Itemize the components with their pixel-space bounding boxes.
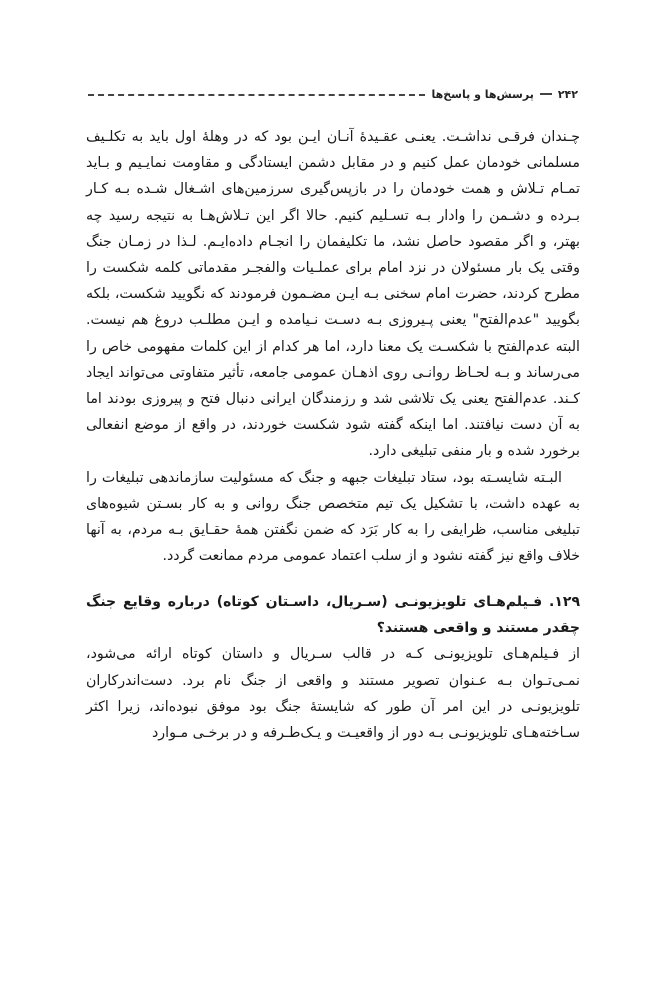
running-title: پرسش‌ها و پاسخ‌ها — [431, 87, 534, 101]
page-body — [86, 124, 580, 746]
running-header — [88, 84, 578, 104]
paragraph-1: چـندان فرقـی نداشـت. یعنـی عقـیدهٔ آنـان ایـن بود که در وهلهٔ اول باید به تکلـیف مسلمانی خودمان عمل کنیم و در مقابل دشمن ایستادگی و مقاومت نمایـیم و بـاید تمـام تـلاش و همت خودمان را در بازپس‌گیری سرزمین‌های اشـغال شـده بـه کـار بـرده و دشـمن را وادار بـه تسـلیم کنیم. حالا اگر این تـلاش‌هـا به نتیجه رسید چه بهتر، و اگر مقصود حاصل نشد، ما تکلیفمان را انجـام داده‌ایـم. لـذا در زمـان جنگ وقتی یک بار مسئولان در نزد امام برای عملـیات والفجـر مقدماتی کلمه شکست را مطرح کردند، حضرت امام سخنی بـه ایـن مضـمون فرمودند که نگویید شکست، بلکه بگویید "عدم‌الفتح" یعنی پـیروزی بـه دسـت نـیامده و ایـن مطلـب دروغ هم نیست. البته عدم‌الفتح با شکسـت یک معنا دارد، اما هر کدام از این کلمات مفهومی خاص را می‌رساند و بـه لحـاظ روانـی روی اذهـان عمومی جامعه، تأثیر متفاوتی می‌تواند ایجاد کـند. عدم‌الفتح یعنی یک تلاشی شد و رزمندگان ایرانی دنبال فتح و پیروزی بودند اما به آن دست نیافتند. اما اینکه گفته شود شکست خوردند، در واقع از موضع انفعالی برخورد شده و بار منفی تبلیغی دارد. — [86, 129, 580, 460]
page-number: ۲۴۲ — [557, 87, 578, 101]
header-rule — [88, 94, 425, 96]
answer-paragraph: از فـیلم‌هـای تلویزیونـی کـه در قالب سـریال و داستان کوتاه ارائه می‌شود، نمـی‌تـوان بـه عـنوان تصویر مستند و واقعی از جنگ نام برد. دست‌اندرکاران تلویزیونـی در این امر آن طور که شایستهٔ جنگ بود موفق نبوده‌اند، زیرا اکثر سـاخته‌هـای تلویزیونـی بـه دور از واقعیـت و یـک‌طـرفه و در برخـی مـوارد — [86, 646, 580, 742]
header-dash — [540, 93, 552, 95]
paragraph-2: البـته شایسـته بود، ستاد تبلیغات جبهه و جنگ که مسئولیت سازماندهی تبلیغات را به عهده داشت، با تشکیل یک تیم متخصص جنگ روانی و به کار بسـتن شیوه‌های تبلیغی مناسب، ظرایفی را به کار بَرَد که ضمن نگفتن همهٔ حقـایق بـه مردم، به آنها خلاف واقع نیز گفته نشود و از سلب اعتماد عمومی مردم ممانعت گردد. — [86, 469, 580, 565]
question-heading: ۱۲۹. فـیلم‌هـای تلویزیونـی (سـریال، داسـتان کوتاه) درباره وقایع جنگ چقدر مستند و واقعی هستند؟ — [86, 594, 580, 637]
